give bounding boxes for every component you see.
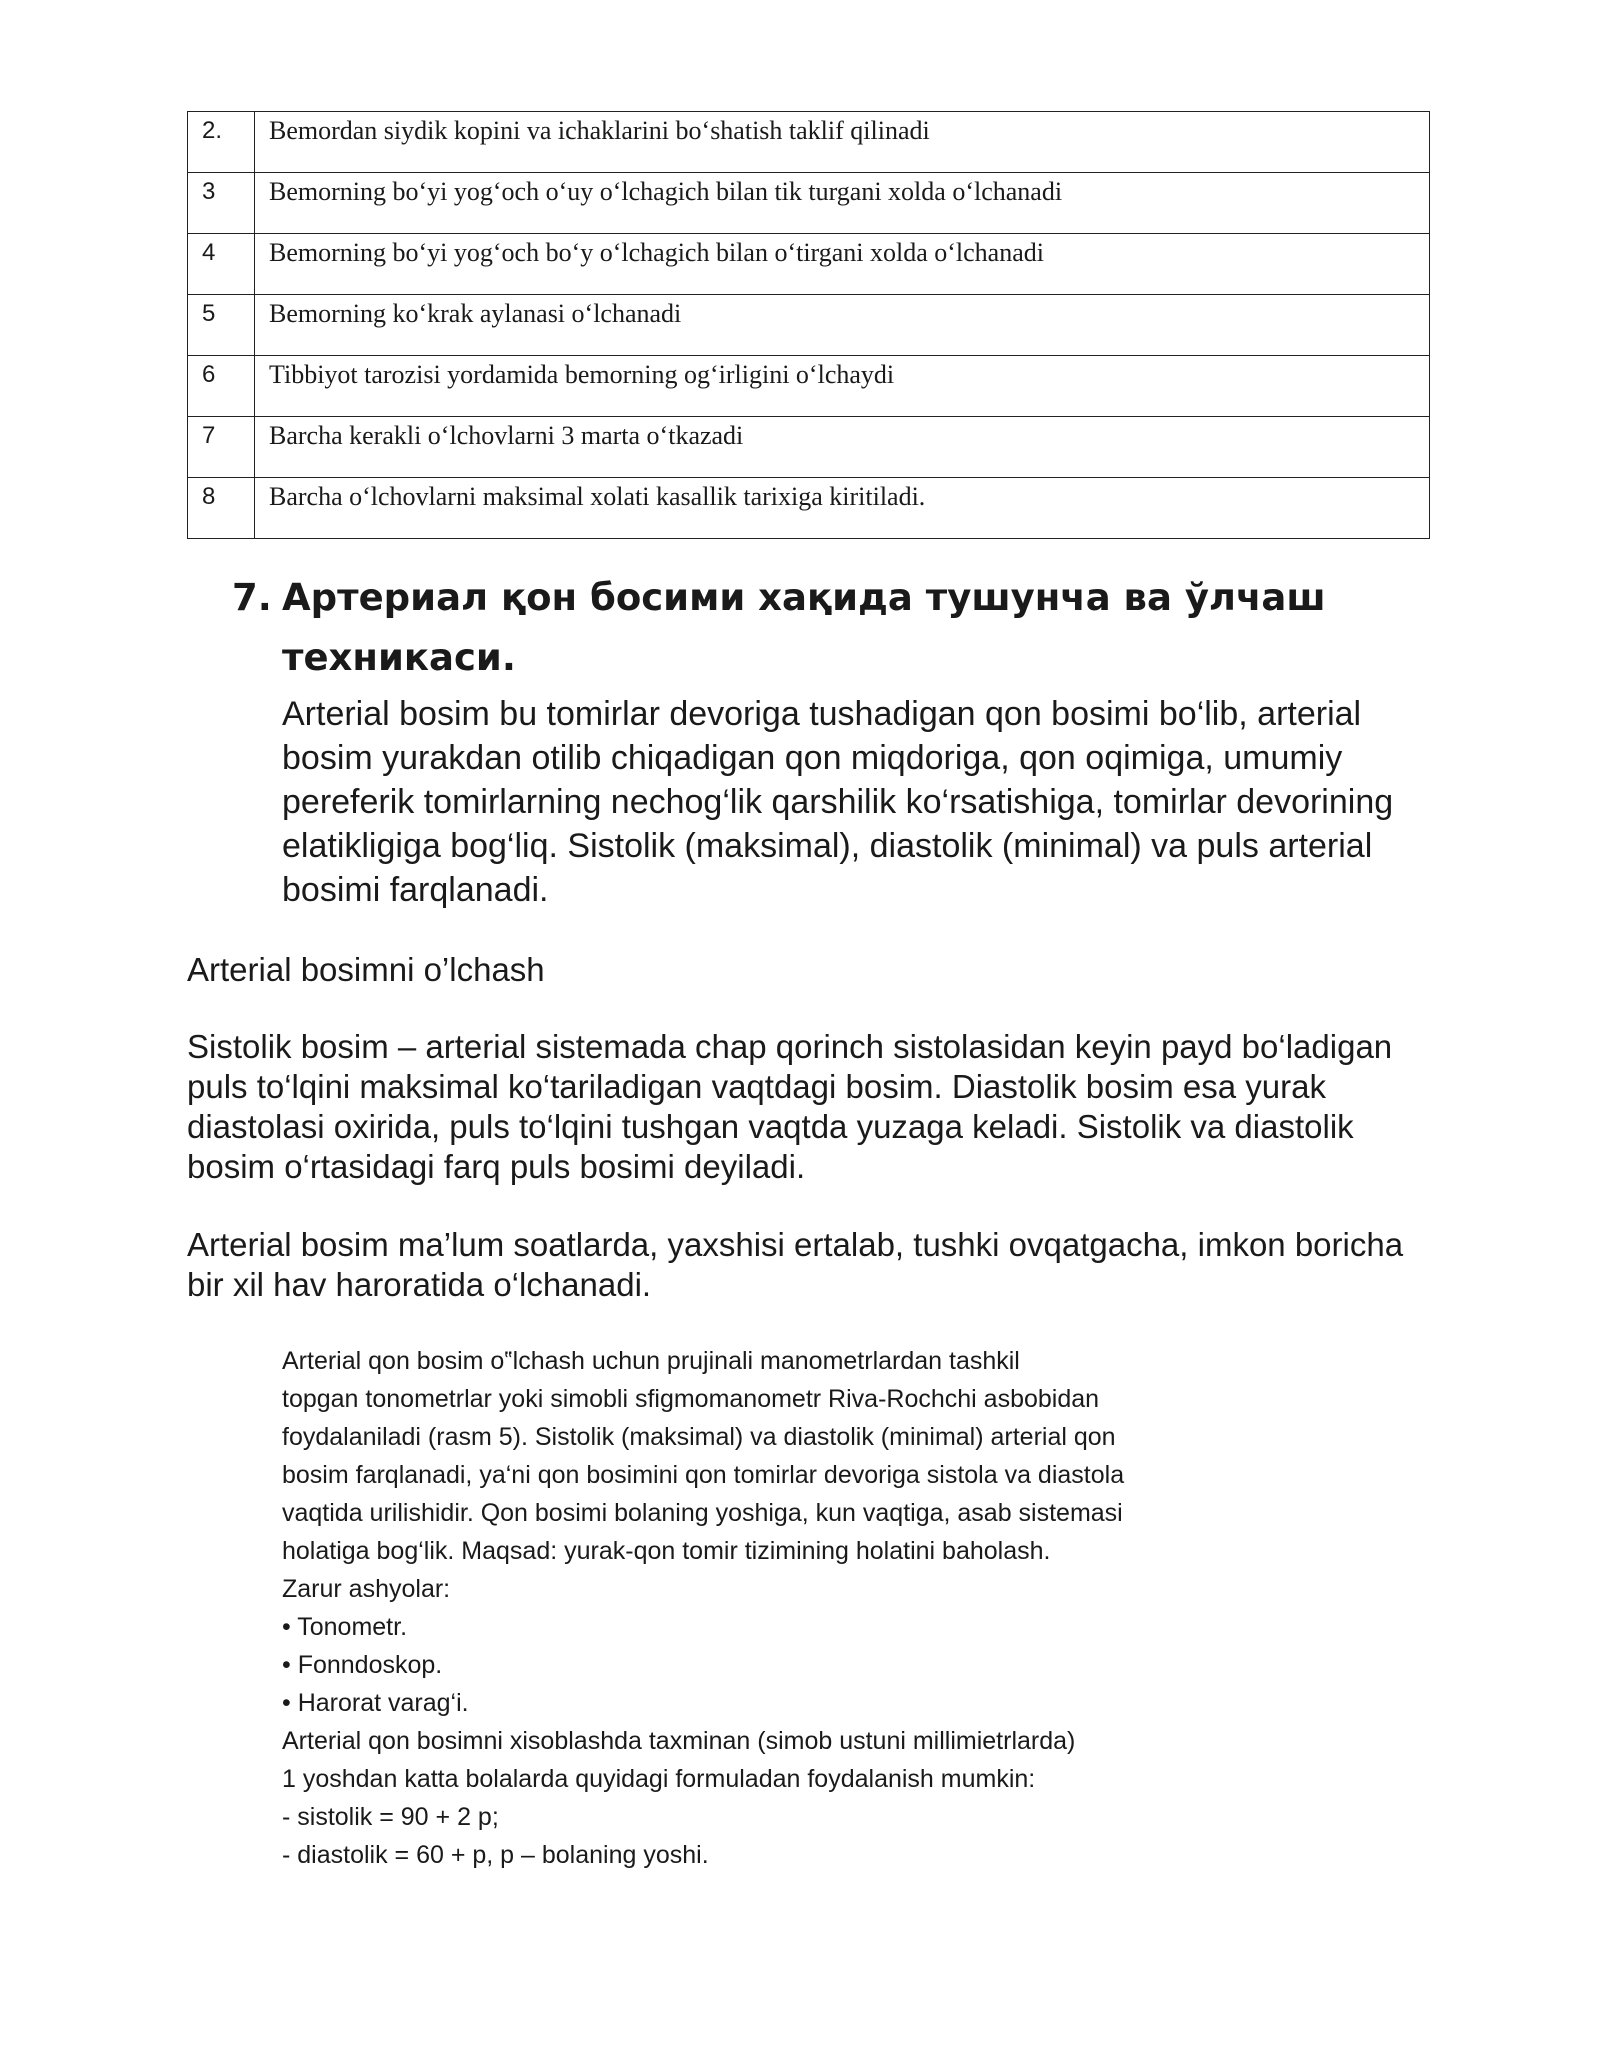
step-number: 2. <box>188 112 255 173</box>
table-row <box>188 478 1430 539</box>
supplies-heading: Zarur ashyolar: <box>282 1575 451 1603</box>
step-number: 7 <box>188 417 255 478</box>
section-title-line-1: Артериал қон босими хақида тушунча ва ўлчаш <box>282 576 1326 619</box>
step-number: 5 <box>188 295 255 356</box>
details-line: 1 yoshdan katta bolalarda quyidagi formuladan foydalanish mumkin: <box>282 1765 1036 1793</box>
section-title-line-2: техникаси. <box>282 636 516 679</box>
step-number: 4 <box>188 234 255 295</box>
formula-line: - diastolik = 60 + p, p – bolaning yoshi. <box>282 1841 709 1869</box>
step-number: 6 <box>188 356 255 417</box>
step-text: Barcha kerakli o‘lchovlarni 3 marta o‘tkazadi <box>255 417 1430 478</box>
supply-list-item: • Harorat varag‘i. <box>282 1689 469 1717</box>
table-row <box>188 417 1430 478</box>
procedure-steps-table <box>187 111 1430 539</box>
section-heading <box>232 568 1382 688</box>
systolic-diastolic-paragraph: Sistolik bosim – arterial sistemada chap qorinch sistolasidan keyin payd bo‘ladigan puls to‘lqini maksimal ko‘tariladigan vaqtdagi bosim. Diastolik bosim esa yurak diastolasi oxirida, puls to‘lqini tushgan vaqtda yuzaga keladi. Sistolik va diastolik bosim o‘rtasidagi farq puls bosimi deyiladi. <box>187 1028 1393 1185</box>
details-line: Arterial qon bosim o‟lchash uchun prujinali manometrlardan tashkil <box>282 1347 1020 1375</box>
step-text: Bemorning bo‘yi yog‘och o‘uy o‘lchagich bilan tik turgani xolda o‘lchanadi <box>255 173 1430 234</box>
subheading: Arterial bosimni o’lchash <box>187 951 545 988</box>
details-line: foydalaniladi (rasm 5). Sistolik (maksimal) va diastolik (minimal) arterial qon <box>282 1423 1116 1451</box>
measurement-details-block <box>282 1342 1282 1874</box>
details-line: bosim farqlanadi, ya‘ni qon bosimini qon tomirlar devoriga sistola va diastola <box>282 1461 1125 1489</box>
table-row <box>188 356 1430 417</box>
step-number: 8 <box>188 478 255 539</box>
step-text: Bemorning bo‘yi yog‘och bo‘y o‘lchagich bilan o‘tirgani xolda o‘lchanadi <box>255 234 1430 295</box>
step-text: Tibbiyot tarozisi yordamida bemorning og‘irligini o‘lchaydi <box>255 356 1430 417</box>
supply-list-item: • Tonometr. <box>282 1613 408 1641</box>
details-line: Arterial qon bosimni xisoblashda taxminan (simob ustuni millimietrlarda) <box>282 1727 1076 1755</box>
formula-line: - sistolik = 90 + 2 p; <box>282 1803 499 1831</box>
step-text: Bemordan siydik kopini va ichaklarini bo‘shatish taklif qilinadi <box>255 112 1430 173</box>
step-number: 3 <box>188 173 255 234</box>
section-number: 7. <box>232 576 272 619</box>
step-text: Bemorning ko‘krak aylanasi o‘lchanadi <box>255 295 1430 356</box>
table-row <box>188 234 1430 295</box>
details-line: holatiga bog‘lik. Maqsad: yurak-qon tomir tizimining holatini baholash. <box>282 1537 1051 1565</box>
details-line: topgan tonometrlar yoki simobli sfigmomanometr Riva-Rochchi asbobidan <box>282 1385 1100 1413</box>
supply-list-item: • Fonndoskop. <box>282 1651 443 1679</box>
table-row <box>188 295 1430 356</box>
details-line: vaqtida urilishidir. Qon bosimi bolaning yoshiga, kun vaqtiga, asab sistemasi <box>282 1499 1123 1527</box>
section-intro-paragraph: Arterial bosim bu tomirlar devoriga tushadigan qon bosimi bo‘lib, arterial bosim yurakdan otilib chiqadigan qon miqdoriga, qon oqimiga, umumiy pereferik tomirlarning nechog‘lik qarshilik ko‘rsatishiga, tomirlar devorining elatikligiga bog‘liq. Sistolik (maksimal), diastolik (minimal) va puls arterial bosimi farqlanadi. <box>282 695 1394 909</box>
table-row <box>188 112 1430 173</box>
table-row <box>188 173 1430 234</box>
step-text: Barcha o‘lchovlarni maksimal xolati kasallik tarixiga kiritiladi. <box>255 478 1430 539</box>
measurement-time-paragraph: Arterial bosim ma’lum soatlarda, yaxshisi ertalab, tushki ovqatgacha, imkon boricha bir xil hav haroratida o‘lchanadi. <box>187 1226 1404 1303</box>
